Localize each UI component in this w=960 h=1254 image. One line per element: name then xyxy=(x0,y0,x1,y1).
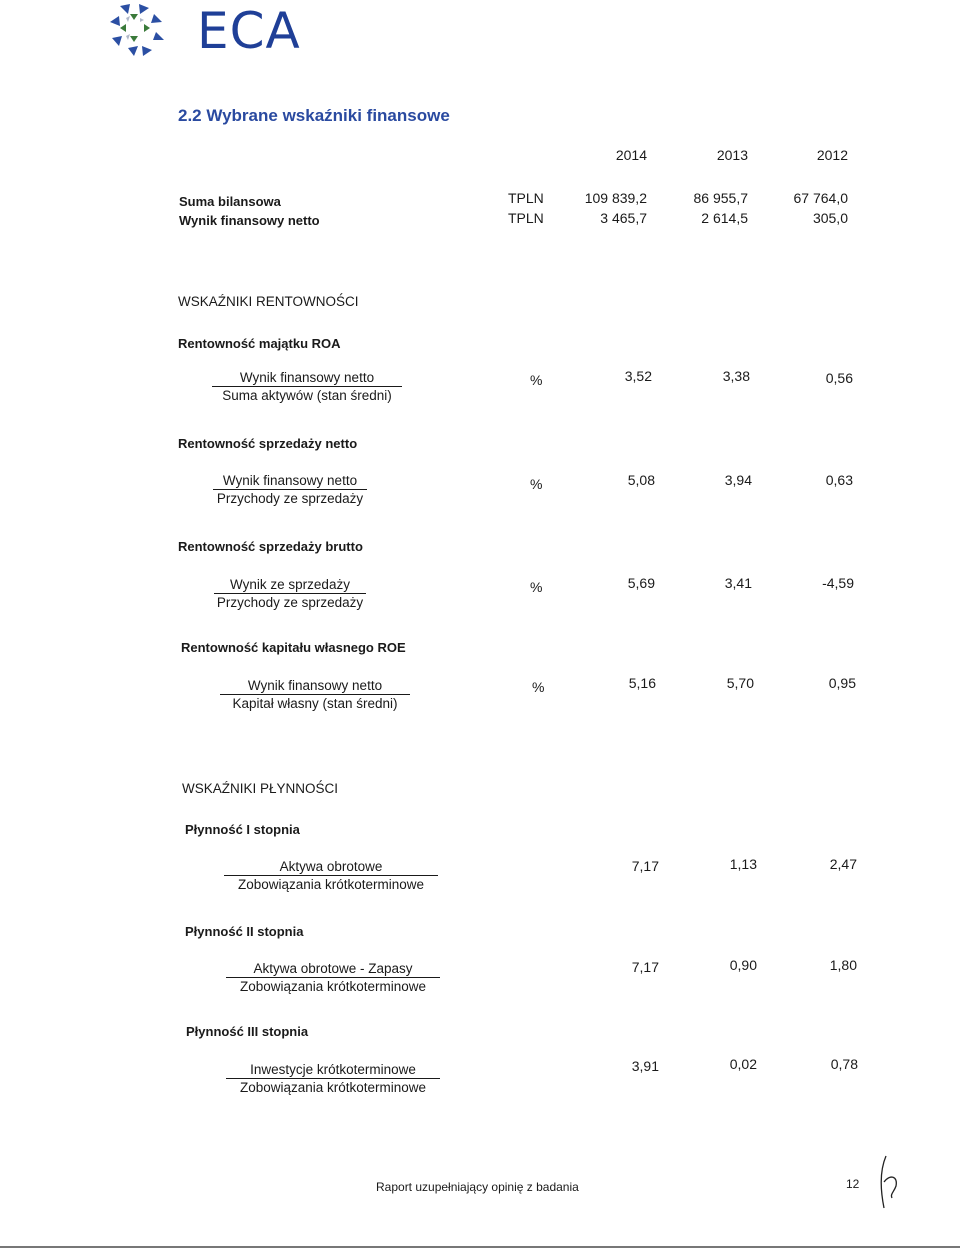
ratio-value: 2,47 xyxy=(829,856,857,872)
formula-denominator: Przychody ze sprzedaży xyxy=(216,491,364,506)
ratio-value: 0,90 xyxy=(729,957,757,973)
liquidity-heading: WSKAŹNIKI PŁYNNOŚCI xyxy=(182,781,339,796)
page-number: 12 xyxy=(846,1177,860,1191)
formula-numerator: Wynik finansowy netto xyxy=(239,370,375,385)
ratio-value: 1,80 xyxy=(829,957,857,973)
footer-text: Raport uzupełniający opinię z badania xyxy=(376,1180,579,1194)
ratio-value: 5,16 xyxy=(628,675,656,691)
summary-value: 67 764,0 xyxy=(793,190,848,206)
year-header-2013: 2013 xyxy=(716,147,748,163)
ratio-value: 1,13 xyxy=(729,856,757,872)
ratio-value: 3,91 xyxy=(631,1058,659,1074)
summary-value: 109 839,2 xyxy=(584,190,647,206)
ratio-value: 3,52 xyxy=(624,368,652,384)
ratio-formula-liquidity-3 xyxy=(226,1062,440,1095)
eca-logo-icon xyxy=(106,2,188,64)
formula-numerator: Wynik finansowy netto xyxy=(222,473,358,488)
ratio-value: 7,17 xyxy=(631,959,659,975)
ratio-formula-liquidity-2 xyxy=(226,961,440,994)
ratio-unit: % xyxy=(530,372,543,388)
ratio-name-ros-net: Rentowność sprzedaży netto xyxy=(178,436,358,451)
ratio-value: 0,02 xyxy=(729,1056,757,1072)
year-header-2014: 2014 xyxy=(615,147,647,163)
bottom-rule xyxy=(0,1246,960,1248)
ratio-name-liquidity-3: Płynność III stopnia xyxy=(186,1024,309,1039)
ratio-value: 5,69 xyxy=(627,575,655,591)
ratio-value: 0,78 xyxy=(830,1056,858,1072)
summary-unit-balance: TPLN xyxy=(508,190,544,206)
ratio-value: 3,41 xyxy=(724,575,752,591)
ratio-unit: % xyxy=(530,476,543,492)
formula-numerator: Wynik finansowy netto xyxy=(247,678,383,693)
section-title: 2.2 Wybrane wskaźniki finansowe xyxy=(178,106,450,125)
ratio-unit: % xyxy=(532,679,545,695)
handwritten-initials-icon xyxy=(872,1152,912,1212)
formula-denominator: Zobowiązania krótkoterminowe xyxy=(239,979,427,994)
summary-value: 86 955,7 xyxy=(693,190,748,206)
ratio-value: 3,38 xyxy=(722,368,750,384)
formula-denominator: Zobowiązania krótkoterminowe xyxy=(239,1080,427,1095)
formula-denominator: Przychody ze sprzedaży xyxy=(216,595,364,610)
ratio-name-ros-gross: Rentowność sprzedaży brutto xyxy=(178,539,363,554)
ratio-unit: % xyxy=(530,579,543,595)
ratio-value: 5,08 xyxy=(627,472,655,488)
profitability-heading: WSKAŹNIKI RENTOWNOŚCI xyxy=(178,294,359,309)
summary-label-balance: Suma bilansowa xyxy=(179,194,281,209)
summary-unit-net-result: TPLN xyxy=(508,210,544,226)
summary-value: 2 614,5 xyxy=(701,210,748,226)
formula-denominator: Kapitał własny (stan średni) xyxy=(232,696,398,711)
ratio-name-liquidity-1: Płynność I stopnia xyxy=(185,822,300,837)
formula-numerator: Aktywa obrotowe - Zapasy xyxy=(253,961,413,976)
formula-denominator: Zobowiązania krótkoterminowe xyxy=(237,877,425,892)
ratio-value: 0,56 xyxy=(825,370,853,386)
ratio-value: 0,95 xyxy=(828,675,856,691)
formula-numerator: Aktywa obrotowe xyxy=(279,859,383,874)
ratio-value: 3,94 xyxy=(724,472,752,488)
ratio-value: 5,70 xyxy=(726,675,754,691)
ratio-name-roa: Rentowność majątku ROA xyxy=(178,336,341,351)
ratio-formula-ros-net xyxy=(213,473,367,506)
formula-numerator: Wynik ze sprzedaży xyxy=(230,577,350,592)
ratio-formula-roe xyxy=(220,678,410,711)
formula-numerator: Inwestycje krótkoterminowe xyxy=(250,1062,416,1077)
formula-denominator: Suma aktywów (stan średni) xyxy=(222,388,392,403)
ratio-name-liquidity-2: Płynność II stopnia xyxy=(185,924,304,939)
summary-label-net-result: Wynik finansowy netto xyxy=(179,213,320,228)
ratio-value: 0,63 xyxy=(825,472,853,488)
ratio-formula-liquidity-1 xyxy=(224,859,438,892)
year-header-2012: 2012 xyxy=(816,147,848,163)
logo-text: ECA xyxy=(197,2,301,60)
ratio-value: -4,59 xyxy=(822,575,854,591)
ratio-name-roe: Rentowność kapitału własnego ROE xyxy=(181,640,406,655)
summary-value: 305,0 xyxy=(812,210,848,226)
ratio-formula-ros-gross xyxy=(214,577,366,610)
summary-value: 3 465,7 xyxy=(600,210,647,226)
ratio-formula-roa xyxy=(212,370,402,403)
ratio-value: 7,17 xyxy=(631,858,659,874)
